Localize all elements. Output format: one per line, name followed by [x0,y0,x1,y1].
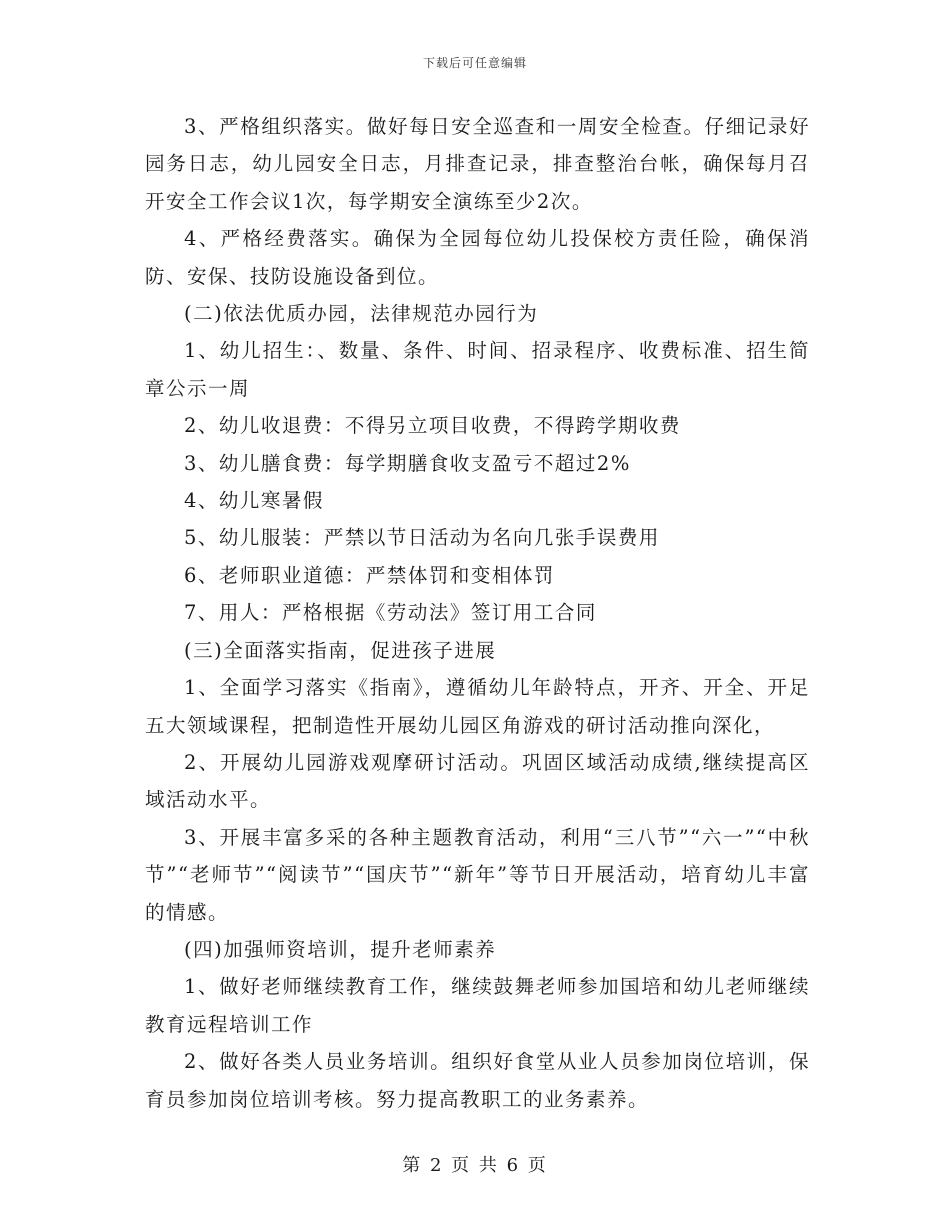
paragraph: 3、幼儿膳食费：每学期膳食收支盈亏不超过2% [184,451,631,475]
section-heading: (三)全面落实指南，促进孩子进展 [184,638,497,662]
paragraph: 7、用人：严格根据《劳动法》签订用工合同 [184,601,597,625]
paragraph: 1、幼儿招生：、数量、条件、时间、招录程序、收费标准、招生简章公示一周 [145,339,810,400]
document-body [145,108,810,1118]
paragraph: 1、全面学习落实《指南》，遵循幼儿年龄特点，开齐、开全、开足五大领域课程，把制造性开展幼儿园区角游戏的研讨活动推向深化， [145,676,810,737]
paragraph: 6、老师职业道德：严禁体罚和变相体罚 [184,563,555,587]
paragraph: 1、做好老师继续教育工作，继续鼓舞老师参加国培和幼儿老师继续教育远程培训工作 [145,975,810,1036]
paragraph: 3、开展丰富多采的各种主题教育活动，利用“三八节”“六一”“中秋节”“老师节”“阅读节”“国庆节”“新年”等节日开展活动，培育幼儿丰富的情感。 [145,825,810,924]
paragraph: 3、严格组织落实。做好每日安全巡查和一周安全检查。仔细记录好园务日志，幼儿园安全日志，月排查记录，排查整治台帐，确保每月召开安全工作会议1次，每学期安全演练至少2次。 [145,115,810,213]
paragraph: 2、做好各类人员业务培训。组织好食堂从业人员参加岗位培训，保育员参加岗位培训考核。努力提高教职工的业务素养。 [145,1050,810,1111]
paragraph: 2、开展幼儿园游戏观摩研讨活动。巩固区域活动成绩,继续提高区域活动水平。 [145,750,810,812]
paragraph: 4、幼儿寒暑假 [184,489,324,513]
paragraph: 2、幼儿收退费：不得另立项目收费，不得跨学期收费 [184,414,681,438]
section-heading: (二)依法优质办园，法律规范办园行为 [184,302,539,326]
paragraph: 5、幼儿服装：严禁以节日活动为名向几张手误费用 [184,526,660,550]
paragraph: 4、严格经费落实。确保为全园每位幼儿投保校方责任险，确保消防、安保、技防设施设备到位。 [145,227,810,288]
page-header: 下载后可任意编辑 [422,56,527,70]
section-heading: (四)加强师资培训，提升老师素养 [184,937,497,961]
page-number-footer: 第 2 页 共 6 页 [402,1155,548,1176]
